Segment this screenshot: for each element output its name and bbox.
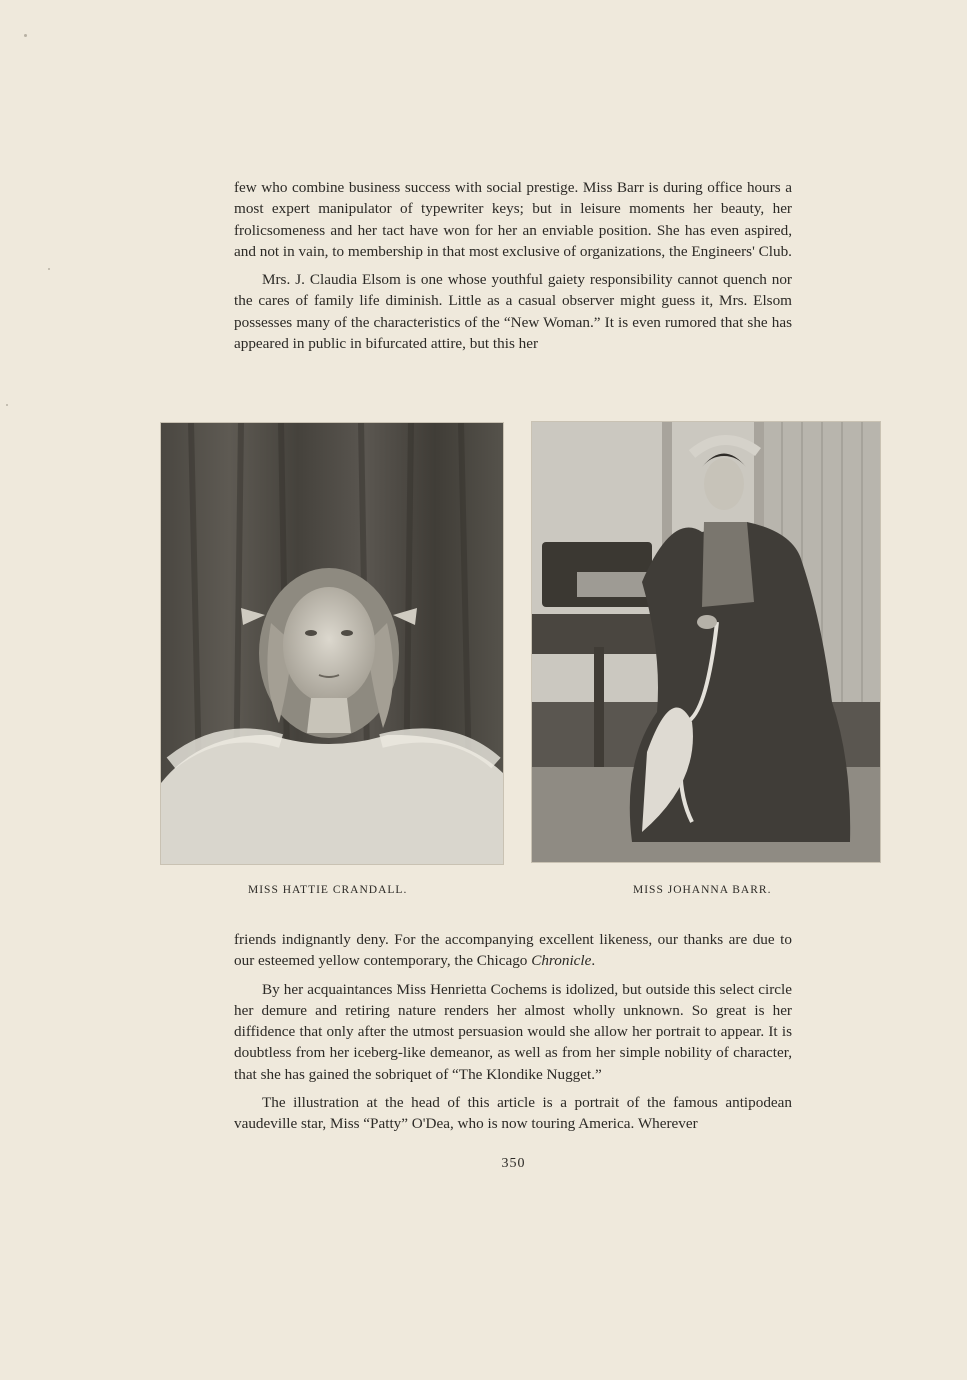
paper-speck (48, 268, 50, 270)
paragraph: The illustration at the head of this article is a portrait of the famous antipodean vaudeville star, Miss “Patty” O'Dea, who is now touring America. Wherever (234, 1094, 792, 1133)
paragraph: Mrs. J. Claudia Elsom is one whose youthful gaiety responsibility cannot quench nor the cares of family life diminish. Little as a casual observer might guess it, Mrs. Elsom possesses many of the characteristics of the “New Woman.” It is even rumored that she has appeared in public in bifurcated attire, but this her (234, 271, 792, 353)
paragraph-end: . (591, 952, 596, 970)
paragraph-text: friends indignantly deny. For the accompanying excellent likeness, our thanks are due to our esteemed yellow contemporary, the Chicago (234, 931, 792, 970)
photo-caption: MISS HATTIE CRANDALL. (248, 884, 408, 896)
paragraph: few who combine business success with social prestige. Miss Barr is during office hours a most expert manipulator of typewriter keys; but in leisure moments her beauty, her frolicsomeness and her tact have won for her an enviable position. She has even aspired, and not in vain, to membership in that most exclusive of organizations, the Engineers' Club. (234, 179, 792, 260)
article-text-top (234, 177, 792, 361)
portrait-photo-johanna-barr (531, 421, 881, 863)
article-text-bottom (234, 929, 792, 1142)
paper-speck (24, 34, 27, 37)
paragraph: By her acquaintances Miss Henrietta Cochems is idolized, but outside this select circle her demure and retiring nature renders her almost wholly unknown. So great is her diffidence that only after the utmost persuasion would she allow her portrait to appear. It is doubtless from her iceberg-like demeanor, as well as from her simple nobility of character, that she has gained the sobriquet of “The Klondike Nugget.” (234, 980, 792, 1083)
paper-speck (6, 404, 8, 406)
paragraph (234, 929, 792, 972)
photo-caption: MISS JOHANNA BARR. (633, 884, 772, 896)
page-number: 350 (501, 1156, 526, 1171)
publication-title: Chronicle (531, 952, 592, 970)
portrait-photo-hattie-crandall (160, 422, 504, 865)
